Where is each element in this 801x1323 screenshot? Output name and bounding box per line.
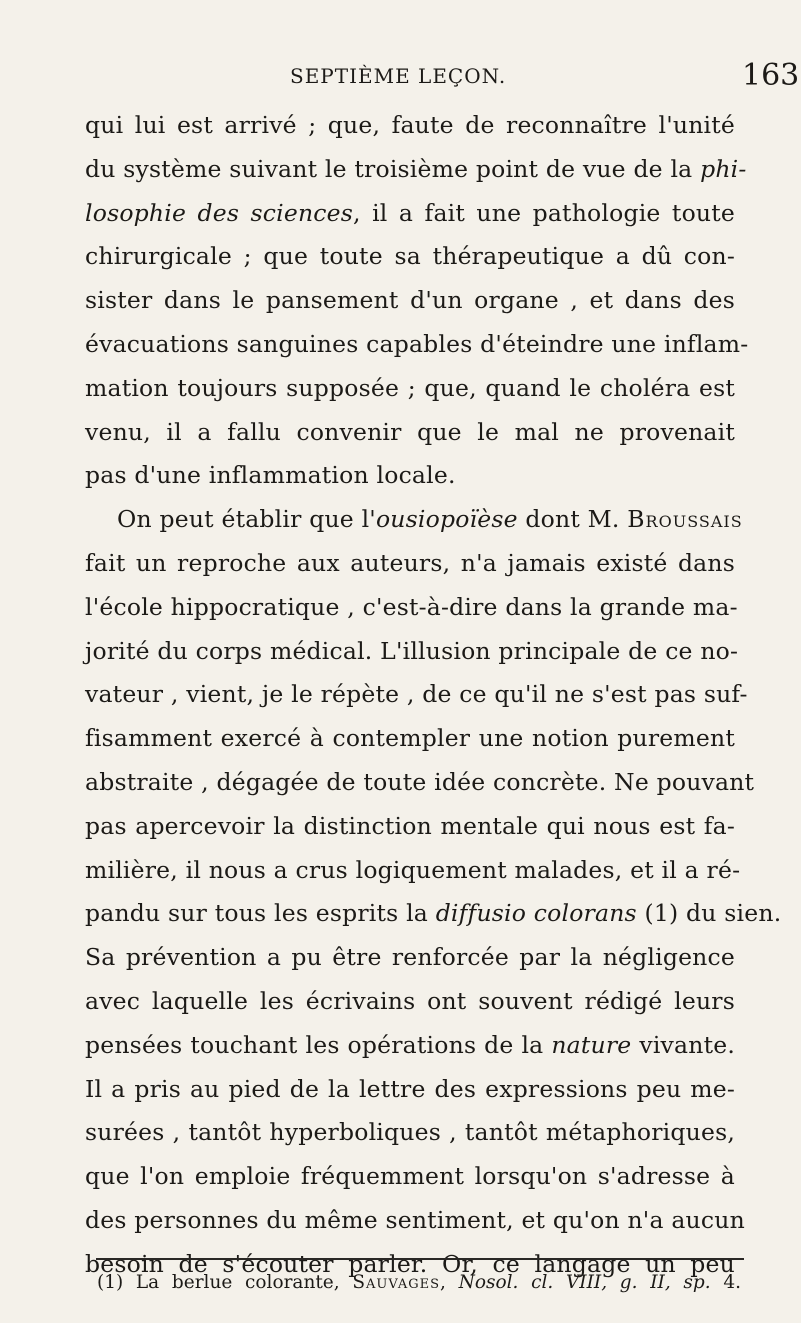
page-number: 163 xyxy=(742,58,800,93)
text-line: besoin de s'écouter parler. Or, ce langage un peu xyxy=(85,1249,735,1278)
text-line: avec laquelle les écrivains ont souvent rédigé leurs xyxy=(85,986,735,1015)
text-line: pas d'une inflammation locale. xyxy=(85,461,456,490)
text-line: surées , tantôt hyperboliques , tantôt métaphoriques, xyxy=(85,1118,735,1147)
running-head: SEPTIÈME LEÇON. xyxy=(290,64,507,88)
text-line: chirurgicale ; que toute sa thérapeutique a dû con- xyxy=(85,242,735,271)
text-line: mation toujours supposée ; que, quand le choléra est xyxy=(85,373,735,402)
footnote-rule xyxy=(96,1258,744,1260)
text-line: du système suivant le troisième point de vue de la phi- xyxy=(85,154,747,183)
text-line: évacuations sanguines capables d'éteindre une inflam- xyxy=(85,329,749,358)
text-line: qui lui est arrivé ; que, faute de reconnaître l'unité xyxy=(85,111,735,139)
text-line: jorité du corps médical. L'illusion principale de ce no- xyxy=(85,636,739,665)
text-line: milière, il nous a crus logiquement malades, et il a ré- xyxy=(85,855,741,884)
body-text xyxy=(85,104,782,1287)
text-line: venu, il a fallu convenir que le mal ne provenait xyxy=(85,417,735,446)
footnote: (1) La berlue colorante, Sauvages, Nosol. cl. VIII, g. II, sp. 4. xyxy=(97,1272,741,1293)
text-line: On peut établir que l'ousiopoïèse dont M. Broussais xyxy=(117,505,743,534)
text-line: Sa prévention a pu être renforcée par la négligence xyxy=(85,943,735,972)
text-line: pas apercevoir la distinction mentale qui nous est fa- xyxy=(85,811,735,840)
text-line: fait un reproche aux auteurs, n'a jamais existé dans xyxy=(85,548,735,577)
text-line: abstraite , dégagée de toute idée concrète. Ne pouvant xyxy=(85,767,755,796)
text-line: l'école hippocratique , c'est-à-dire dans la grande ma- xyxy=(85,592,738,621)
text-line: pensées touchant les opérations de la nature vivante. xyxy=(85,1030,735,1059)
text-line: sister dans le pansement d'un organe , et dans des xyxy=(85,286,735,315)
text-line: losophie des sciences, il a fait une pathologie toute xyxy=(85,198,735,227)
text-line: Il a pris au pied de la lettre des expressions peu me- xyxy=(85,1074,735,1103)
text-line: pandu sur tous les esprits la diffusio colorans (1) du sien. xyxy=(85,899,782,928)
text-line: des personnes du même sentiment, et qu'on n'a aucun xyxy=(85,1205,745,1234)
text-line: que l'on emploie fréquemment lorsqu'on s'adresse à xyxy=(85,1162,735,1191)
text-line: fisamment exercé à contempler une notion purement xyxy=(85,724,735,753)
page-header xyxy=(0,58,801,98)
text-line: vateur , vient, je le répète , de ce qu'il ne s'est pas suf- xyxy=(85,680,748,709)
